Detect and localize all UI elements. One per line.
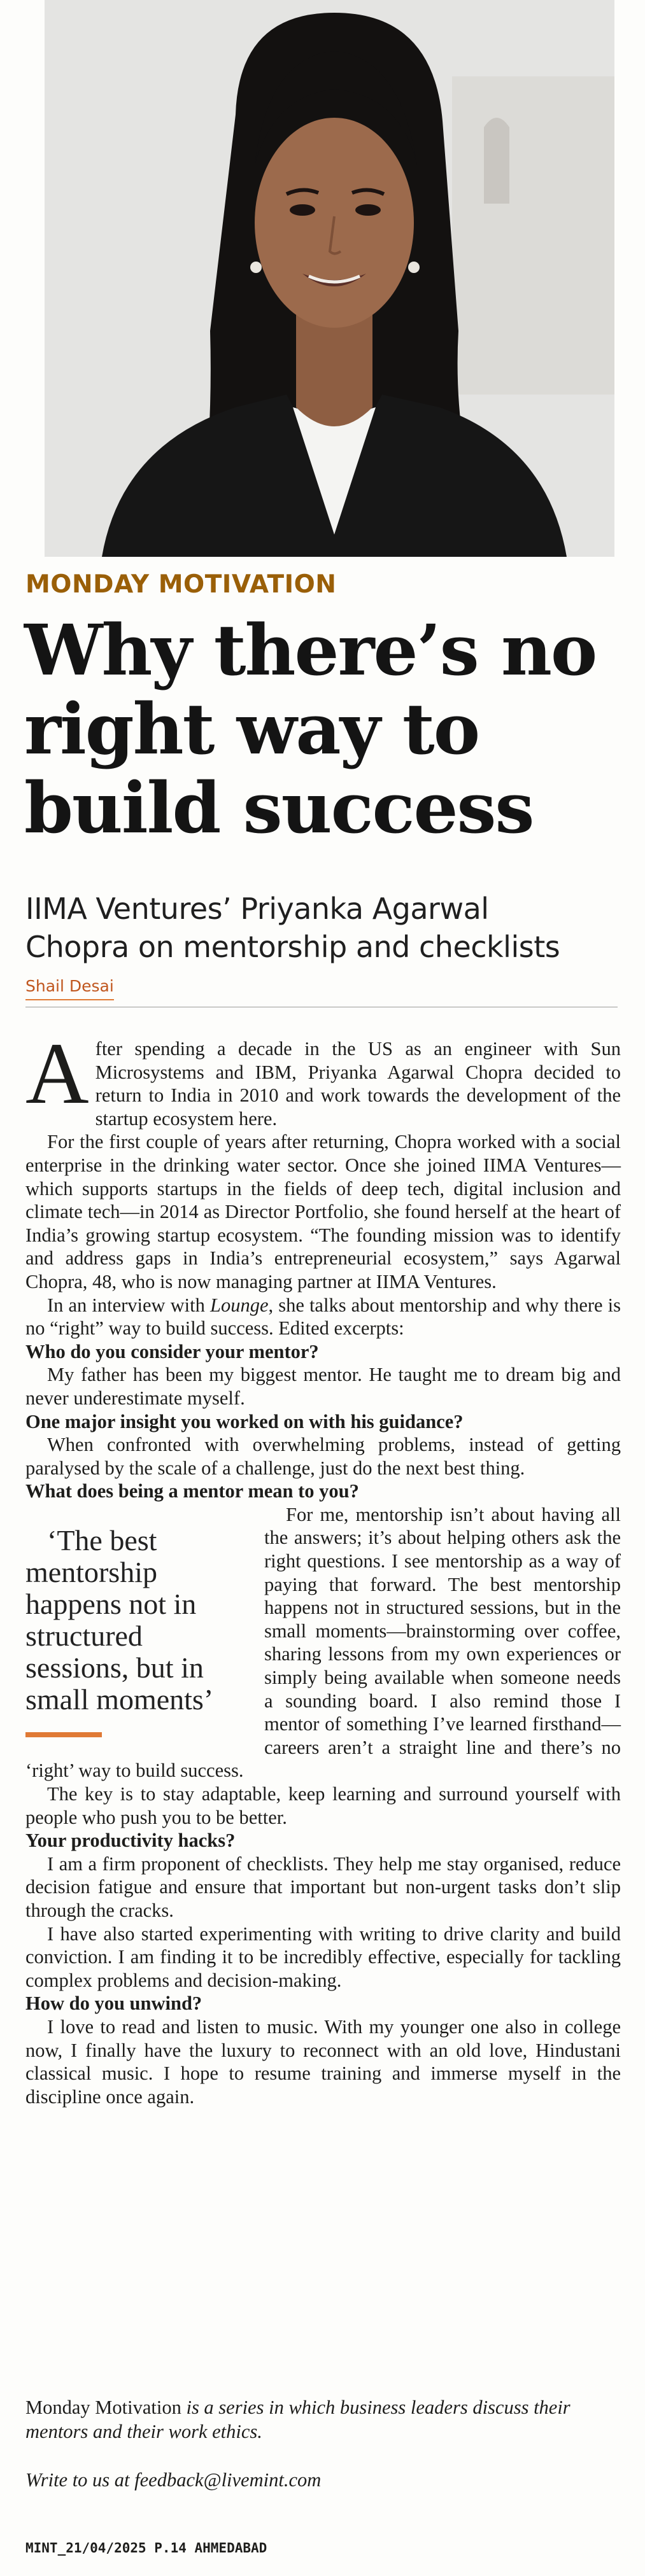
interview-question: One major insight you worked on with his guidance? [25,1410,464,1432]
body-paragraph: For the first couple of years after returning, Chopra worked with a social enterprise in the drinking water sector. Once she joined IIMA Ventures—which supports startups in the fields of deep tech, digital inclusion and climate tech—in 2014 as Director Portfolio, she found herself at the heart of India’s growing startup ecosystem. “The founding mission was to identify and address gaps in India’s entrepreneurial ecosystem,” says Agarwal Chopra, 48, who is now managing partner at IIMA Ventures. [25,1131,621,1292]
intro-paragraph [25,1025,621,1130]
answer-text: For me, mentorship isn’t about having all the answers; it’s about helping others ask the right questions. I see mentorship as a way of paying that forward. The best mentorship happens not in structured sessions, but in the small moments—brainstorming over coffee, sharing lessons from my own experiences or simply being available when someone needs a sounding board. I also remind those I mentor of something I’ve learned firsthand—careers aren’t a straight line and there’s no ‘right’ way to build success. [25,1503,621,1782]
drop-cap: A [25,1025,89,1122]
intro-text: fter spending a decade in the US as an engineer with Sun Microsystems and IBM, Priyanka Agarwal Chopra decided to return to India in 2010 and work towards the development of the startup ecosystem here. [95,1038,621,1130]
interview-answer: The key is to stay adaptable, keep learning and surround yourself with people who push you to be better. [25,1783,621,1828]
headline [24,611,623,848]
pull-quote-text: ‘The best mentorship happens not in structured sessions, but in small moments’ [25,1523,214,1716]
standfirst-line: Chopra on mentorship and checklists [25,930,560,964]
headline-line: build success [24,767,534,849]
portrait-photo [45,0,614,557]
interview-answer: When confronted with overwhelming problems, instead of getting paralysed by the scale of a challenge, just do the next best thing. [25,1434,621,1479]
interview-question: How do you unwind? [25,1992,202,2015]
body-text: In an interview with [47,1294,210,1316]
contact-line: Write to us at feedback@livemint.com [25,2469,322,2491]
byline: Shail Desai [25,977,114,1000]
pull-quote [25,1525,245,1737]
body-paragraph [25,1294,621,1340]
headline-line: right way to [24,688,479,770]
portrait-illustration [45,0,614,557]
body-text: , she talks about mentorship and why there is no “right” way to build success. Edited excerpts: [25,1294,621,1340]
series-description: is a series in which business leaders discuss their mentors and their work ethics. [25,2397,571,2442]
publication-name: Lounge [209,1294,269,1316]
print-dateline: MINT_21/04/2025 P.14 AHMEDABAD [25,2540,267,2556]
interview-answer: I love to read and listen to music. With my younger one also in college now, I finally have the luxury to reconnect with an old love, Hindustani classical music. I hope to resume training and immerse myself in the discipline once again. [25,2015,621,2108]
article-body [25,1025,621,2108]
standfirst-line: IIMA Ventures’ Priyanka Agarwal [25,892,489,926]
pull-quote-accent [25,1732,102,1737]
standfirst [25,890,624,966]
series-name: Monday Motivation [25,2397,181,2418]
section-kicker: MONDAY MOTIVATION [25,570,337,599]
interview-question: Who do you consider your mentor? [25,1340,319,1362]
interview-answer: I am a firm proponent of checklists. They help me stay organised, reduce decision fatigue and ensure that important but non-urgent tasks don’t slip through the cracks. [25,1852,621,1921]
interview-answer: I have also started experimenting with writing to drive clarity and build conviction. I am finding it to be incredibly effective, especially for tackling complex problems and decision-making. [25,1922,621,1991]
interview-answer: My father has been my biggest mentor. He taught me to dream big and never underestimate myself. [25,1364,621,1409]
interview-question: What does being a mentor mean to you? [25,1480,359,1502]
headline-line: Why there’s no [24,609,597,691]
interview-answer [25,1503,621,1782]
interview-question: Your productivity hacks? [25,1830,236,1852]
series-note [25,2395,618,2444]
